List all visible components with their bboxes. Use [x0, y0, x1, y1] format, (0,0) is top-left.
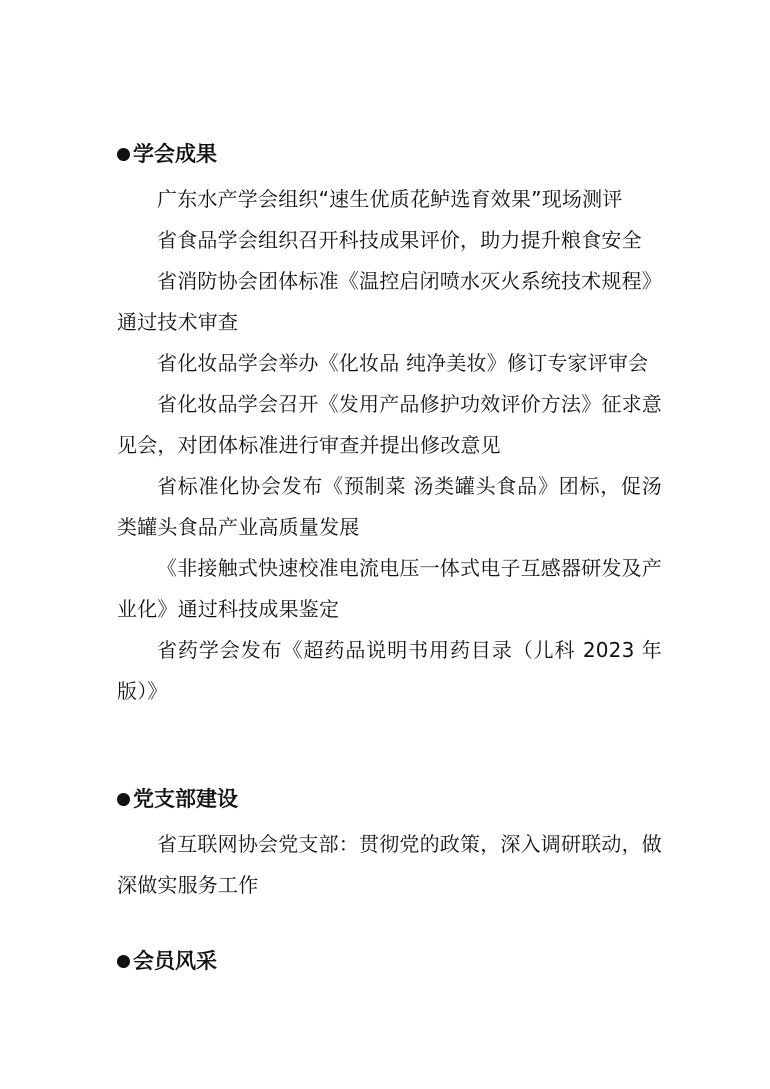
news-item: 省消防协会团体标准《温控启闭喷水灭火系统技术规程》通过技术审查 — [117, 269, 662, 334]
section-title: 党支部建设 — [133, 786, 238, 811]
section-title: 学会成果 — [133, 141, 217, 166]
news-item: 省药学会发布《超药品说明书用药目录（儿科 2023 年版）》 — [117, 638, 662, 703]
news-item: 省互联网协会党支部：贯彻党的政策，深入调研联动，做深做实服务工作 — [117, 832, 662, 897]
section-heading — [117, 782, 662, 816]
news-item: 《非接触式快速校准电流电压一体式电子互感器研发及产业化》通过科技成果鉴定 — [117, 556, 662, 621]
news-item: 省食品学会组织召开科技成果评价，助力提升粮食安全 — [157, 228, 642, 252]
bullet-icon — [117, 955, 130, 968]
section-achievements — [117, 137, 662, 712]
news-list — [117, 179, 662, 712]
section-party-branch — [117, 782, 662, 906]
news-item: 省化妆品学会召开《发用产品修护功效评价方法》征求意见会，对团体标准进行审查并提出修改意见 — [117, 392, 662, 457]
section-heading — [117, 944, 662, 978]
section-title: 会员风采 — [133, 948, 217, 973]
bullet-icon — [117, 148, 130, 161]
section-heading — [117, 137, 662, 171]
section-member-showcase — [117, 944, 662, 978]
news-item: 省标准化协会发布《预制菜 汤类罐头食品》团标，促汤类罐头食品产业高质量发展 — [117, 474, 662, 539]
news-item: 省化妆品学会举办《化妆品 纯净美妆》修订专家评审会 — [157, 351, 649, 375]
bullet-icon — [117, 793, 130, 806]
news-list — [117, 824, 662, 906]
news-item: 广东水产学会组织“速生优质花鲈选育效果”现场测评 — [157, 187, 623, 211]
